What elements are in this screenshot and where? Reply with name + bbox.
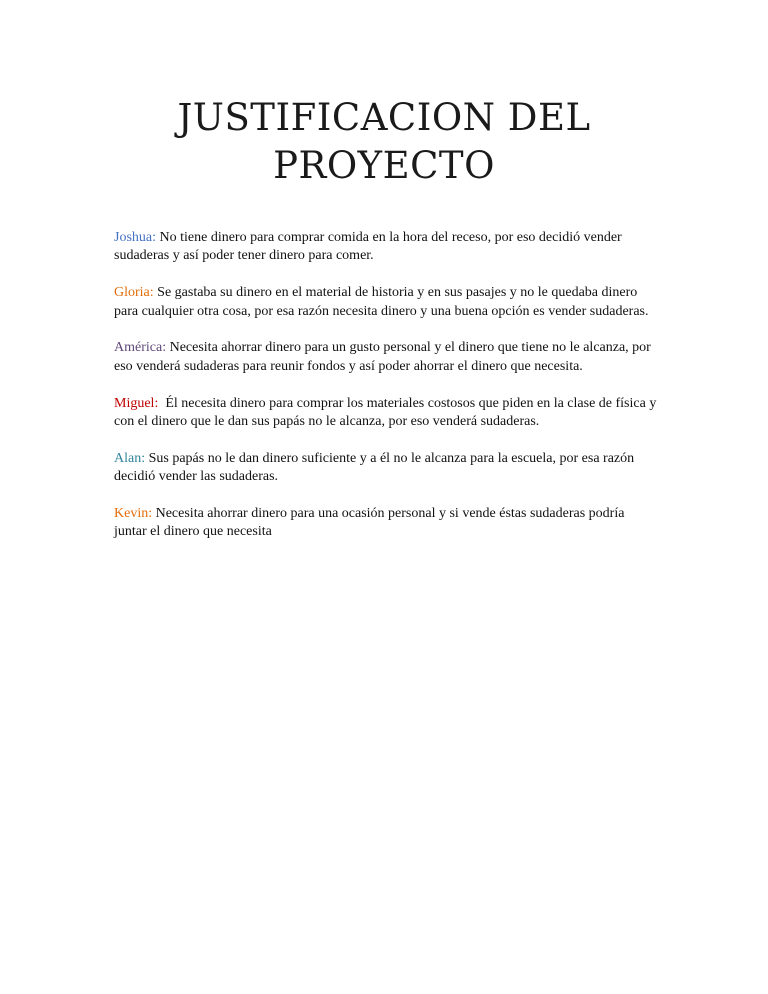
student-name-joshua: Joshua:: [114, 230, 156, 245]
student-name-gloria: Gloria:: [114, 285, 154, 301]
paragraph-text-america: Necesita ahorrar dinero para un gusto personal y el dinero que tiene no le alcanza, por eso venderá sudaderas para reunir fondos y así poder ahorrar el dinero que necesita.: [114, 340, 651, 374]
student-name-america: América:: [114, 340, 167, 356]
paragraph-text-kevin: Necesita ahorrar dinero para una ocasión personal y si vende éstas sudaderas podría juntar el dinero que necesita: [114, 506, 625, 540]
paragraph-miguel: [114, 395, 659, 432]
paragraph-america: [114, 339, 659, 376]
student-name-alan: Alan:: [114, 450, 146, 466]
student-name-kevin: Kevin:: [114, 506, 153, 522]
paragraph-kevin: [114, 505, 659, 542]
paragraph-text-alan: Sus papás no le dan dinero suficiente y a él no le alcanza para la escuela, por esa razón decidió vender las sudaderas.: [114, 450, 635, 485]
paragraph-text-gloria: Se gastaba su dinero en el material de historia y en sus pasajes y no le quedaba dinero para cualquier otra cosa, por esa razón necesita dinero y una buena opción es vender sudaderas.: [114, 285, 649, 319]
paragraph-text-joshua: No tiene dinero para comprar comida en la hora del receso, por eso decidió vender sudaderas y así poder tener dinero para comer.: [114, 230, 622, 264]
page-title: [0, 94, 768, 190]
document-body: [114, 229, 659, 560]
paragraph-gloria: [114, 284, 659, 321]
paragraph-alan: [114, 450, 659, 487]
paragraph-text-miguel: Él necesita dinero para comprar los materiales costosos que piden en la clase de física y con el dinero que le dan sus papás no le alcanza, por eso venderá sudaderas.: [114, 395, 660, 430]
title-line-2: PROYECTO: [273, 144, 495, 187]
paragraph-joshua: [114, 229, 659, 266]
title-line-1: JUSTIFICACION DEL: [177, 96, 591, 139]
student-name-miguel: Miguel:: [114, 395, 159, 411]
